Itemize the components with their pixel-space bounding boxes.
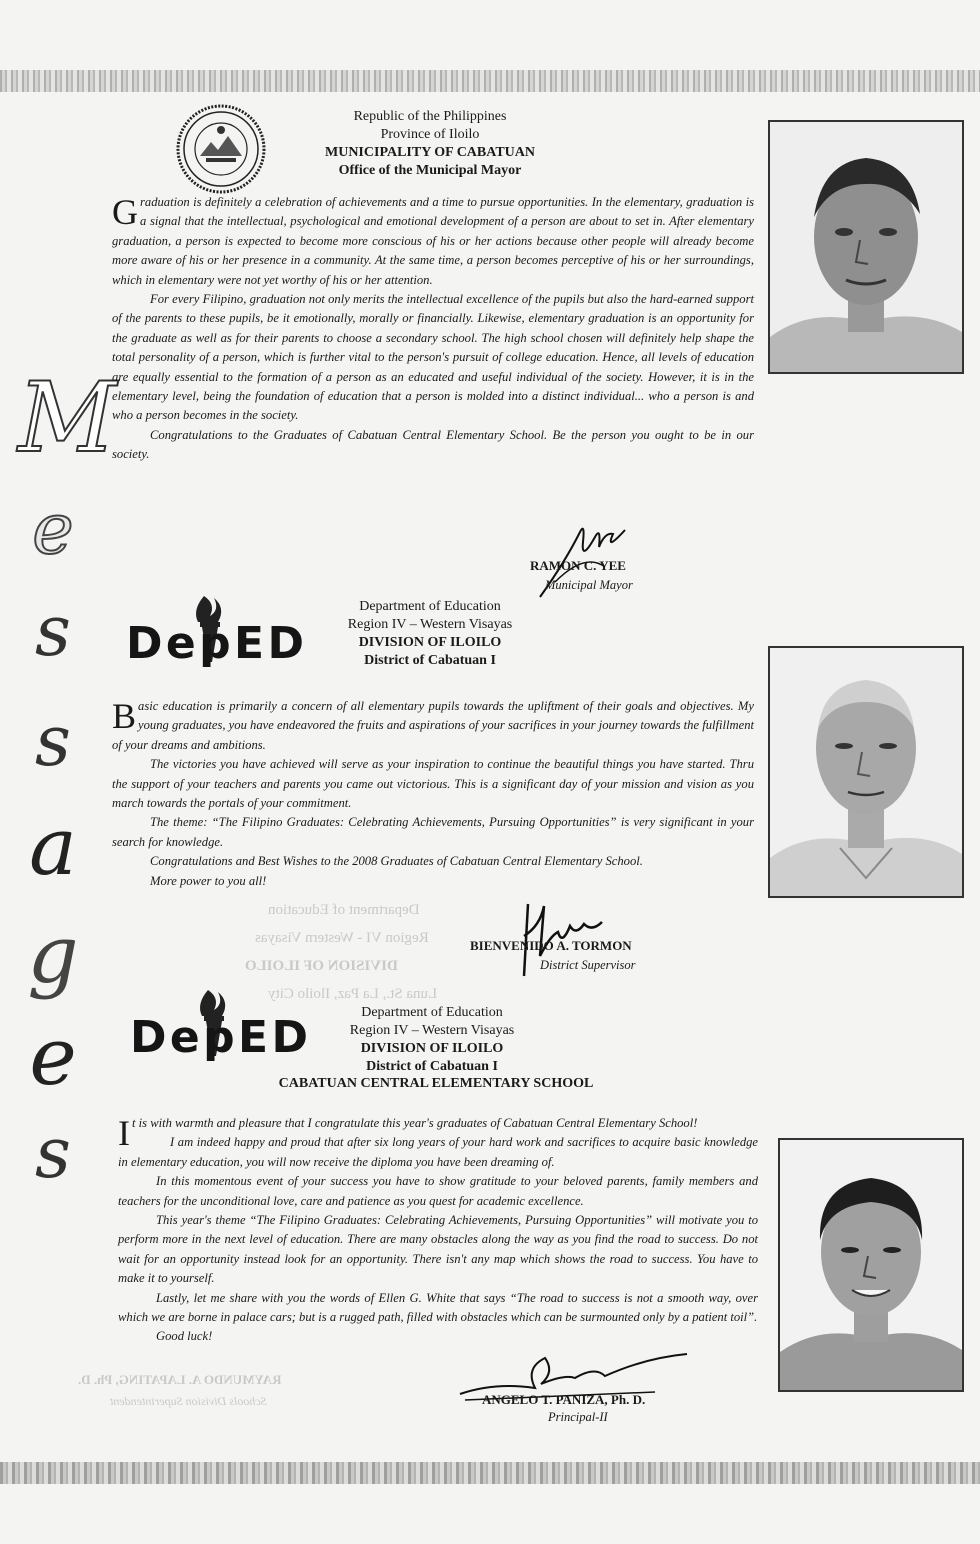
paragraph: Good luck! [156, 1329, 213, 1344]
header-line: DIVISION OF ILOILO [360, 1041, 504, 1056]
paragraph: More power to you all! [150, 873, 267, 888]
header-line: CABATUAN CENTRAL ELEMENTARY SCHOOL [278, 1076, 594, 1091]
deped-logo-text: DepED [130, 1012, 308, 1062]
paragraph: Congratulations to the Graduates of Cabatuan Central Elementary School. Be the person you ought to be in our society. [112, 427, 754, 462]
paragraph: Lastly, let me share with you the words of Ellen G. White that says “The road to success is not a smooth way, over which we are borne in palace cars; but is a rugged path, filled with obstacles which can be surmounted only by a patient toil”. [118, 1290, 758, 1325]
side-letter: M [18, 362, 117, 474]
paragraph: For every Filipino, graduation not only merits the intellectual excellence of the pupils but also the hard-earned support of the parents to these pupils, be it emotionally, morally or financially. Likewise, elementary graduation is an opportunity for the graduate as well as for their parents to choose a secondary school. The high school chosen will definitely help shape the total personality of a person, which is further vital to the person's pursuit of college education. Hence, all levels of education are equally essential to the formation of a person as an educated and useful individual of the society. However, it is in the elementary level, being the foundation of education that a person is molded into a distinct individual... who a person is and who a person becomes in the society. [112, 292, 754, 423]
mayor-header [290, 108, 570, 180]
paragraph: raduation is definitely a celebration of achievements and a time to pursue opportunities. In the elementary, graduation is a signal that the intellectual, psychological and emotional development of a person are about to set in. After elementary graduation, a person is expected to become more conscious of his or her actions because other people will already become more aware of his or her presence in a community. At the same time, a person becomes perceptive of his or her surroundings, which in elementary were not yet worthy of his or her attention. [112, 195, 754, 287]
paragraph: t is with warmth and pleasure that I congratulate this year's graduates of Cabatuan Central Elementary School! [132, 1116, 698, 1130]
supervisor-name: BIENVENIDO A. TORMON [470, 938, 632, 953]
municipal-seal-icon [176, 104, 266, 194]
header-line: Province of Iloilo [380, 127, 480, 142]
principal-photo [778, 1138, 964, 1392]
mayor-message [112, 193, 754, 465]
principal-header [322, 1004, 542, 1076]
mayor-title: Municipal Mayor [545, 578, 633, 592]
paragraph: Congratulations and Best Wishes to the 2008 Graduates of Cabatuan Central Elementary School. [150, 854, 643, 869]
header-line: Region IV – Western Visayas [347, 617, 513, 632]
paragraph: asic education is primarily a concern of all elementary pupils towards the upliftment of their goals and objectives. My young graduates, you have endeavored the fruits and aspirations of your sacrifices in your journey towards the fulfillment of your dreams and ambitions. [112, 699, 754, 752]
principal-message [118, 1114, 758, 1347]
dropcap: B [112, 696, 137, 736]
side-letter: g [27, 908, 79, 1001]
mayor-photo [768, 120, 964, 374]
principal-title: Principal-II [548, 1410, 608, 1424]
bleed-through-name: RAYMUNDO A. LAPATING, Ph. D. [78, 1372, 282, 1387]
paragraph: This year's theme “The Filipino Graduates: Celebrating Achievements, Pursuing Opportunities” will motivate you to perform more in the next level of education. There are many obstacles along the way as you find the road to success. Do not wait for an opportunity instead look for an opportunity. There isn't any map which shows the road to success. You have to make it to yourself. [118, 1213, 758, 1286]
header-line: Department of Education [361, 1005, 503, 1020]
side-letter: e [32, 488, 74, 570]
side-letter: s [35, 590, 71, 672]
mayor-name: RAMON C. YEE [530, 558, 626, 573]
header-line: District of Cabatuan I [366, 1059, 498, 1074]
dropcap: G [112, 192, 138, 232]
principal-name: ANGELO T. PANIZA, Ph. D. [482, 1392, 646, 1407]
school-name [236, 1075, 636, 1093]
header-line: MUNICIPALITY OF CABATUAN [325, 145, 535, 160]
bleed-through-title: Schools Division Superintendent [110, 1394, 267, 1408]
page-bottom-edge [0, 1462, 980, 1484]
dropcap: I [118, 1113, 130, 1153]
header-line: DIVISION OF ILOILO [358, 635, 502, 650]
side-letter: s [35, 1112, 71, 1194]
deped-logo-text: DepED [126, 618, 304, 668]
header-line: Republic of the Philippines [353, 109, 507, 124]
header-line: District of Cabatuan I [364, 653, 496, 668]
supervisor-header [325, 598, 535, 670]
bleed-through-line: Luna St., La Paz, Iloilo City [268, 986, 438, 1002]
paragraph: In this momentous event of your success you have to show gratitude to your beloved parents, family members and teachers for the unconditional love, care and patience as you quest for academic excellence. [118, 1174, 758, 1208]
page-top-edge [0, 70, 980, 92]
bleed-through-line: DIVISION OF ILOILO [245, 958, 398, 974]
bleed-through-line: Region VI - Western Visayas [255, 930, 429, 946]
deped-logo [126, 592, 304, 668]
supervisor-photo [768, 646, 964, 898]
header-line: Region IV – Western Visayas [349, 1023, 515, 1038]
bleed-through-line: Department of Education [268, 902, 420, 918]
header-line: Department of Education [359, 599, 501, 614]
header-line: Office of the Municipal Mayor [338, 163, 522, 178]
side-letter: s [35, 700, 71, 782]
side-letter: a [29, 800, 77, 893]
deped-logo [130, 986, 308, 1062]
supervisor-message [112, 697, 754, 891]
paragraph: The theme: “The Filipino Graduates: Celebrating Achievements, Pursuing Opportunities” is very significant in your search for knowledge. [112, 815, 754, 849]
paragraph: I am indeed happy and proud that after six long years of your hard work and sacrifices to acquire basic knowledge in elementary education, you will now receive the diploma you have been dreaming of. [118, 1135, 758, 1169]
side-letter: e [29, 1010, 77, 1103]
paragraph: The victories you have achieved will serve as your inspiration to continue the beautiful things you have started. Thru the support of your teachers and parents you came out victorious. This is a significant day of your mission and vision as you march towards the portals of your commitment. [112, 757, 754, 811]
supervisor-title: District Supervisor [540, 958, 636, 972]
